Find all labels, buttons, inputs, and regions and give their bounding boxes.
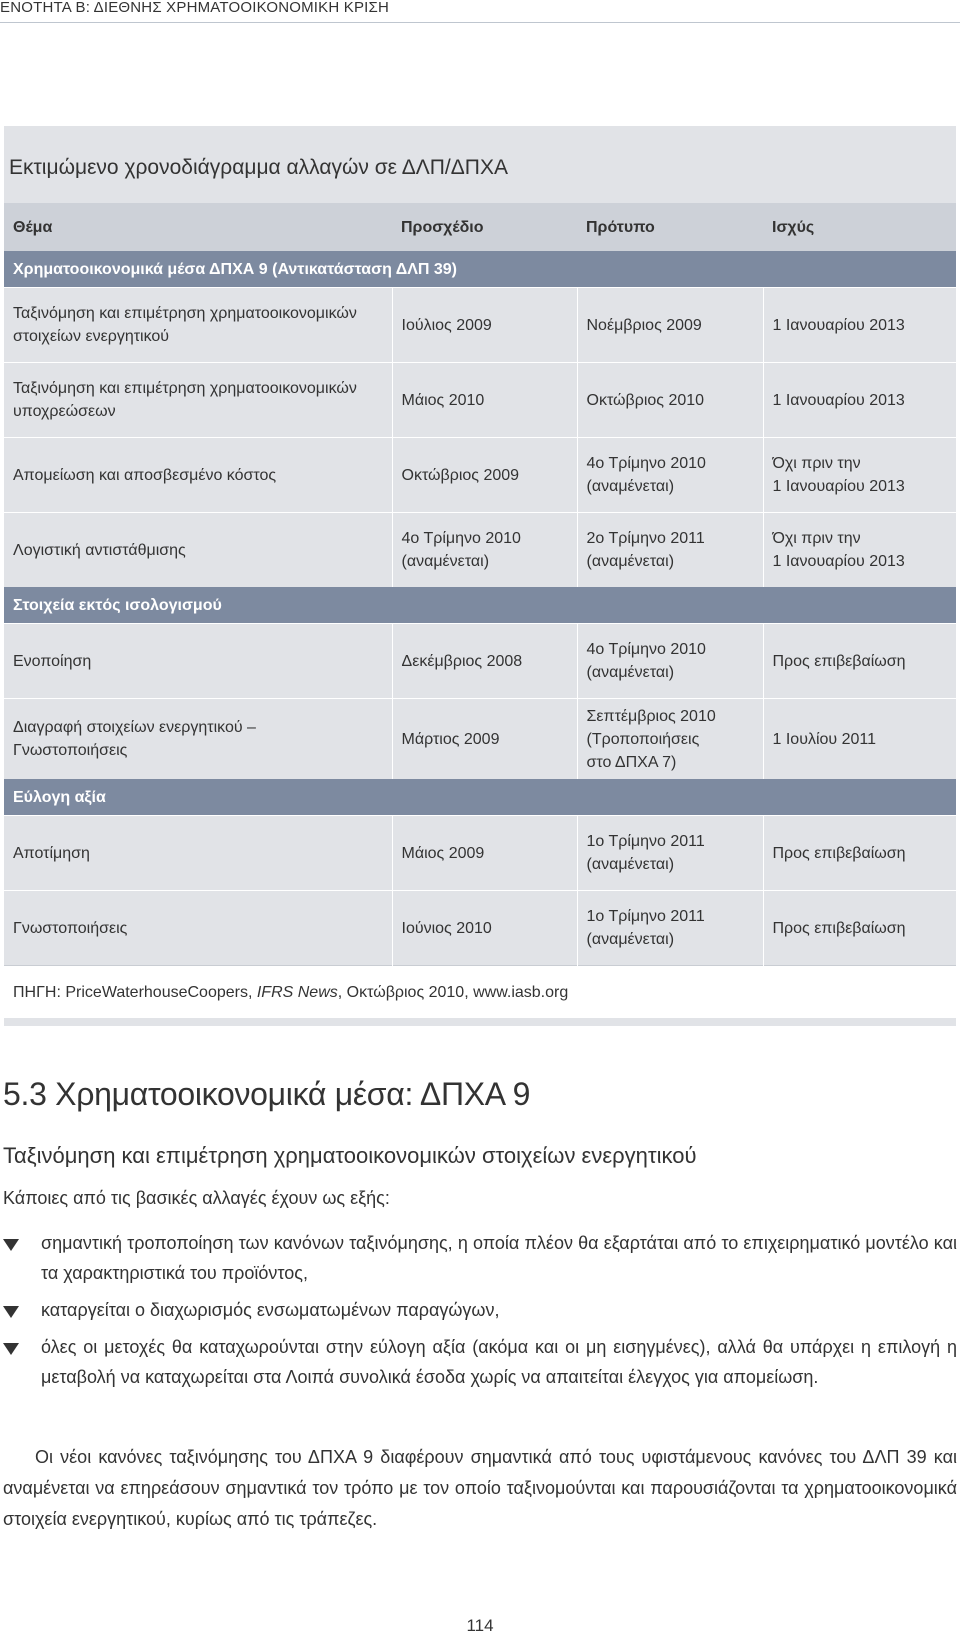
bullet-list <box>3 1228 957 1399</box>
bullet-item <box>3 1228 957 1288</box>
cell-effective: Προς επιβεβαίωση <box>763 816 956 891</box>
table-row <box>4 438 956 513</box>
cell-draft: Μάιος 2009 <box>392 816 577 891</box>
cell-effective: Όχι πριν την 1 Ιανουαρίου 2013 <box>763 513 956 588</box>
section-header: Χρηματοοικονομικά μέσα ΔΠΧΑ 9 (Αντικατάσταση ΔΛΠ 39) <box>4 251 956 288</box>
running-header: ΕΝΟΤΗΤΑ Β: ΔΙΕΘΝΗΣ ΧΡΗΜΑΤΟΟΙΚΟΝΟΜΙΚΗ ΚΡΙΣΗ <box>0 0 960 23</box>
cell-draft: Μάιος 2010 <box>392 363 577 438</box>
table-row <box>4 816 956 891</box>
cell-standard: 1ο Τρίμηνο 2011 (αναμένεται) <box>577 891 763 966</box>
cell-topic: Ταξινόμηση και επιμέτρηση χρηματοοικονομικών στοιχείων ενεργητικού <box>4 288 392 363</box>
section-header-row <box>4 251 956 288</box>
source-note <box>4 966 956 1019</box>
bullet-text: όλες οι μετοχές θα καταχωρούνται στην εύλογη αξία (ακόμα και οι μη εισηγμένες), αλλά θα υπάρχει η επιλογή η μεταβολή να καταχωρείται στα Λοιπά συνολικά έσοδα χωρίς να απαιτείται έλεγχος για απομείωση. <box>41 1337 957 1387</box>
column-header-topic: Θέμα <box>4 203 392 251</box>
bullet-text: σημαντική τροποποίηση των κανόνων ταξινόμησης, η οποία πλέον θα εξαρτάται από το επιχειρηματικό μοντέλο και τα χαρακτηριστικά του προϊόντος, <box>41 1233 957 1283</box>
table-row <box>4 288 956 363</box>
cell-standard: 4ο Τρίμηνο 2010 (αναμένεται) <box>577 624 763 699</box>
cell-topic: Λογιστική αντιστάθμισης <box>4 513 392 588</box>
table-row <box>4 513 956 588</box>
cell-effective: 1 Ιουλίου 2011 <box>763 699 956 780</box>
triangle-bullet-icon <box>3 1306 19 1318</box>
sub-title: Ταξινόμηση και επιμέτρηση χρηματοοικονομικών στοιχείων ενεργητικού <box>3 1143 697 1168</box>
bullet-item <box>3 1332 957 1392</box>
section-header-row <box>4 587 956 624</box>
section-header: Εύλογη αξία <box>4 779 956 816</box>
table-row <box>4 624 956 699</box>
cell-effective: 1 Ιανουαρίου 2013 <box>763 288 956 363</box>
table-row <box>4 699 956 780</box>
source-row <box>4 966 956 1019</box>
cell-draft: Οκτώβριος 2009 <box>392 438 577 513</box>
cell-effective: Προς επιβεβαίωση <box>763 891 956 966</box>
triangle-bullet-icon <box>3 1343 19 1355</box>
cell-standard: 4ο Τρίμηνο 2010 (αναμένεται) <box>577 438 763 513</box>
triangle-bullet-icon <box>3 1239 19 1251</box>
source-italic: IFRS News <box>256 983 338 1001</box>
cell-effective: Προς επιβεβαίωση <box>763 624 956 699</box>
section-title: 5.3 Χρηματοοικονομικά μέσα: ΔΠΧΑ 9 <box>3 1076 531 1112</box>
cell-effective: Όχι πριν την 1 Ιανουαρίου 2013 <box>763 438 956 513</box>
cell-draft: Ιούλιος 2009 <box>392 288 577 363</box>
column-header-standard: Πρότυπο <box>577 203 763 251</box>
page-number: 114 <box>466 1616 494 1635</box>
cell-standard: 1ο Τρίμηνο 2011 (αναμένεται) <box>577 816 763 891</box>
cell-draft: Δεκέμβριος 2008 <box>392 624 577 699</box>
cell-standard: Νοέμβριος 2009 <box>577 288 763 363</box>
cell-standard: 2ο Τρίμηνο 2011 (αναμένεται) <box>577 513 763 588</box>
column-header-effective: Ισχύς <box>763 203 956 251</box>
cell-topic: Διαγραφή στοιχείων ενεργητικού – Γνωστοποιήσεις <box>4 699 392 780</box>
table-row <box>4 891 956 966</box>
cell-standard: Οκτώβριος 2010 <box>577 363 763 438</box>
table-row <box>4 363 956 438</box>
cell-topic: Ενοποίηση <box>4 624 392 699</box>
column-header-draft: Προσχέδιο <box>392 203 577 251</box>
bullet-item <box>3 1295 957 1325</box>
body-paragraph: Οι νέοι κανόνες ταξινόμησης του ΔΠΧΑ 9 διαφέρουν σημαντικά από τους υφιστάμενους κανόνες του ΔΛΠ 39 και αναμένεται να επηρεάσουν σημαντικά τον τρόπο με τον οποίο ταξινομούνται και παρουσιάζονται τα χρηματοοικονομικά στοιχεία ενεργητικού, κυρίως από τις τράπεζες. <box>3 1447 957 1529</box>
cell-topic: Απομείωση και αποσβεσμένο κόστος <box>4 438 392 513</box>
cell-draft: 4ο Τρίμηνο 2010 (αναμένεται) <box>392 513 577 588</box>
cell-topic: Γνωστοποιήσεις <box>4 891 392 966</box>
cell-draft: Ιούνιος 2010 <box>392 891 577 966</box>
table-body <box>4 251 956 966</box>
table-header-row <box>4 203 956 251</box>
box-title: Εκτιμώμενο χρονοδιάγραμμα αλλαγών σε ΔΛΠ/ΔΠΧΑ <box>9 156 508 179</box>
cell-effective: 1 Ιανουαρίου 2013 <box>763 363 956 438</box>
cell-topic: Ταξινόμηση και επιμέτρηση χρηματοοικονομικών υποχρεώσεων <box>4 363 392 438</box>
section-header-row <box>4 779 956 816</box>
cell-draft: Μάρτιος 2009 <box>392 699 577 780</box>
cell-topic: Αποτίμηση <box>4 816 392 891</box>
schedule-table <box>4 203 956 1018</box>
bullet-text: καταργείται ο διαχωρισμός ενσωματωμένων παραγώγων, <box>41 1300 500 1320</box>
cell-standard: Σεπτέμβριος 2010 (Τροποποιήσεις στο ΔΠΧΑ 7) <box>577 699 763 780</box>
section-header: Στοιχεία εκτός ισολογισμού <box>4 587 956 624</box>
source-prefix: ΠΗΓΗ: PriceWaterhouseCoopers, <box>13 983 257 1001</box>
source-suffix: , Οκτώβριος 2010, www.iasb.org <box>337 983 569 1001</box>
intro-text: Κάποιες από τις βασικές αλλαγές έχουν ως εξής: <box>3 1188 390 1208</box>
